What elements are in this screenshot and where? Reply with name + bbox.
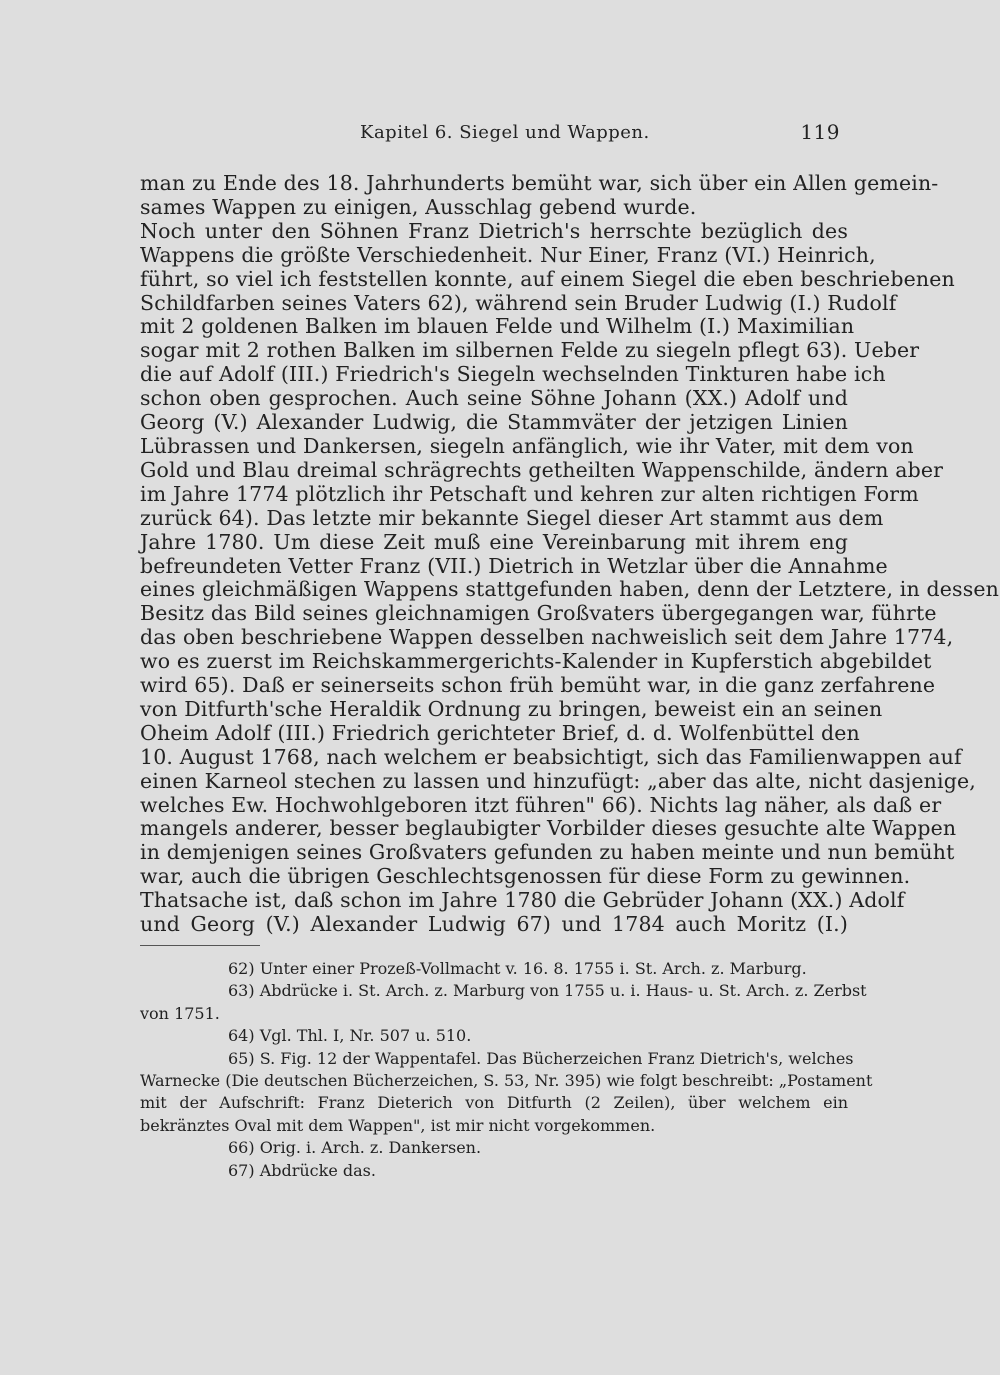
footnote-64: 64) Vgl. Thl. I, Nr. 507 u. 510.	[228, 1026, 472, 1046]
text-line: 10. August 1768, nach welchem er beabsichtigt, sich das Familienwappen auf	[140, 744, 962, 769]
text-line: mangels anderer, besser beglaubigter Vorbilder dieses gesuchte alte Wappen	[140, 816, 957, 841]
footnote-divider	[140, 945, 260, 946]
text-line: einen Karneol stechen zu lassen und hinzufügt: „aber das alte, nicht dasjenige,	[140, 768, 976, 793]
page-number: 119	[800, 120, 840, 144]
footnote-65-cont: Warnecke (Die deutschen Bücherzeichen, S. 53, Nr. 395) wie folgt beschreibt: „Postament	[140, 1071, 873, 1091]
text-line: welches Ew. Hochwohlgeboren itzt führen" 66). Nichts lag näher, als daß er	[140, 792, 942, 817]
footnotes	[140, 958, 873, 1182]
footnote-63-cont: von 1751.	[140, 1003, 220, 1023]
text-line: sogar mit 2 rothen Balken im silbernen Felde zu siegeln pflegt 63). Ueber	[140, 338, 920, 363]
text-line: Thatsache ist, daß schon im Jahre 1780 die Gebrüder Johann (XX.) Adolf	[140, 888, 905, 913]
text-line: schon oben gesprochen. Auch seine Söhne Johann (XX.) Adolf und	[140, 386, 848, 411]
text-line: wird 65). Daß er seinerseits schon früh bemüht war, in die ganz zerfahrene	[140, 673, 936, 698]
text-line: von Ditfurth'sche Heraldik Ordnung zu bringen, beweist ein an seinen	[140, 696, 883, 721]
text-line: im Jahre 1774 plötzlich ihr Petschaft und kehren zur alten richtigen Form	[140, 481, 919, 506]
text-line: befreundeten Vetter Franz (VII.) Dietrich in Wetzlar über die Annahme	[140, 553, 888, 578]
text-line: Jahre 1780. Um diese Zeit muß eine Vereinbarung mit ihrem eng	[140, 529, 848, 554]
text-line: Gold und Blau dreimal schrägrechts getheilten Wappenschilde, ändern aber	[140, 457, 944, 482]
footnote-62: 62) Unter einer Prozeß-Vollmacht v. 16. 8. 1755 i. St. Arch. z. Marburg.	[228, 959, 807, 978]
text-line: Lübrassen und Dankersen, siegeln anfänglich, wie ihr Vater, mit dem von	[140, 433, 914, 458]
text-line: Wappens die größte Verschiedenheit. Nur Einer, Franz (VI.) Heinrich,	[140, 242, 876, 267]
main-text	[140, 171, 1000, 937]
text-line: eines gleichmäßigen Wappens stattgefunden haben, denn der Letztere, in dessen	[140, 577, 1000, 602]
text-line: sames Wappen zu einigen, Ausschlag gebend wurde.	[140, 194, 697, 219]
text-line: Besitz das Bild seines gleichnamigen Großvaters übergegangen war, führte	[140, 601, 937, 626]
footnote-63: 63) Abdrücke i. St. Arch. z. Marburg von 1755 u. i. Haus- u. St. Arch. z. Zerbst	[228, 981, 867, 1001]
text-line: Schildfarben seines Vaters 62), während sein Bruder Ludwig (I.) Rudolf	[140, 290, 897, 315]
footnote-65-cont: mit der Aufschrift: Franz Dieterich von Ditfurth (2 Zeilen), über welchem ein	[140, 1093, 848, 1113]
footnote-65-cont: bekränztes Oval mit dem Wappen", ist mir nicht vorgekommen.	[140, 1115, 656, 1135]
footnote-65: 65) S. Fig. 12 der Wappentafel. Das Bücherzeichen Franz Dietrich's, welches	[228, 1048, 854, 1068]
text-line: in demjenigen seines Großvaters gefunden zu haben meinte und nun bemüht	[140, 840, 955, 865]
text-line: war, auch die übrigen Geschlechtsgenossen für diese Form zu gewinnen.	[140, 864, 911, 889]
text-line: das oben beschriebene Wappen desselben nachweislich seit dem Jahre 1774,	[140, 625, 954, 650]
text-line: Oheim Adolf (III.) Friedrich gerichteter Brief, d. d. Wolfenbüttel den	[140, 720, 860, 745]
text-line: mit 2 goldenen Balken im blauen Felde und Wilhelm (I.) Maximilian	[140, 314, 855, 339]
text-line: Georg (V.) Alexander Ludwig, die Stammväter der jetzigen Linien	[140, 410, 848, 435]
text-line: man zu Ende des 18. Jahrhunderts bemüht war, sich über ein Allen gemein-	[140, 171, 939, 195]
footnote-66: 66) Orig. i. Arch. z. Dankersen.	[228, 1138, 482, 1158]
text-line: die auf Adolf (III.) Friedrich's Siegeln wechselnden Tinkturen habe ich	[140, 362, 886, 387]
text-line: wo es zuerst im Reichskammergerichts-Kalender in Kupferstich abgebildet	[140, 649, 932, 674]
footnote-67: 67) Abdrücke das.	[228, 1160, 376, 1180]
text-line: und Georg (V.) Alexander Ludwig 67) und 1784 auch Moritz (I.)	[140, 912, 848, 937]
chapter-title: Kapitel 6. Siegel und Wappen.	[360, 122, 650, 143]
text-line: führt, so viel ich feststellen konnte, auf einem Siegel die eben beschriebenen	[140, 266, 955, 291]
text-line: Noch unter den Söhnen Franz Dietrich's herrschte bezüglich des	[140, 218, 848, 243]
text-line: zurück 64). Das letzte mir bekannte Siegel dieser Art stammt aus dem	[140, 505, 884, 530]
